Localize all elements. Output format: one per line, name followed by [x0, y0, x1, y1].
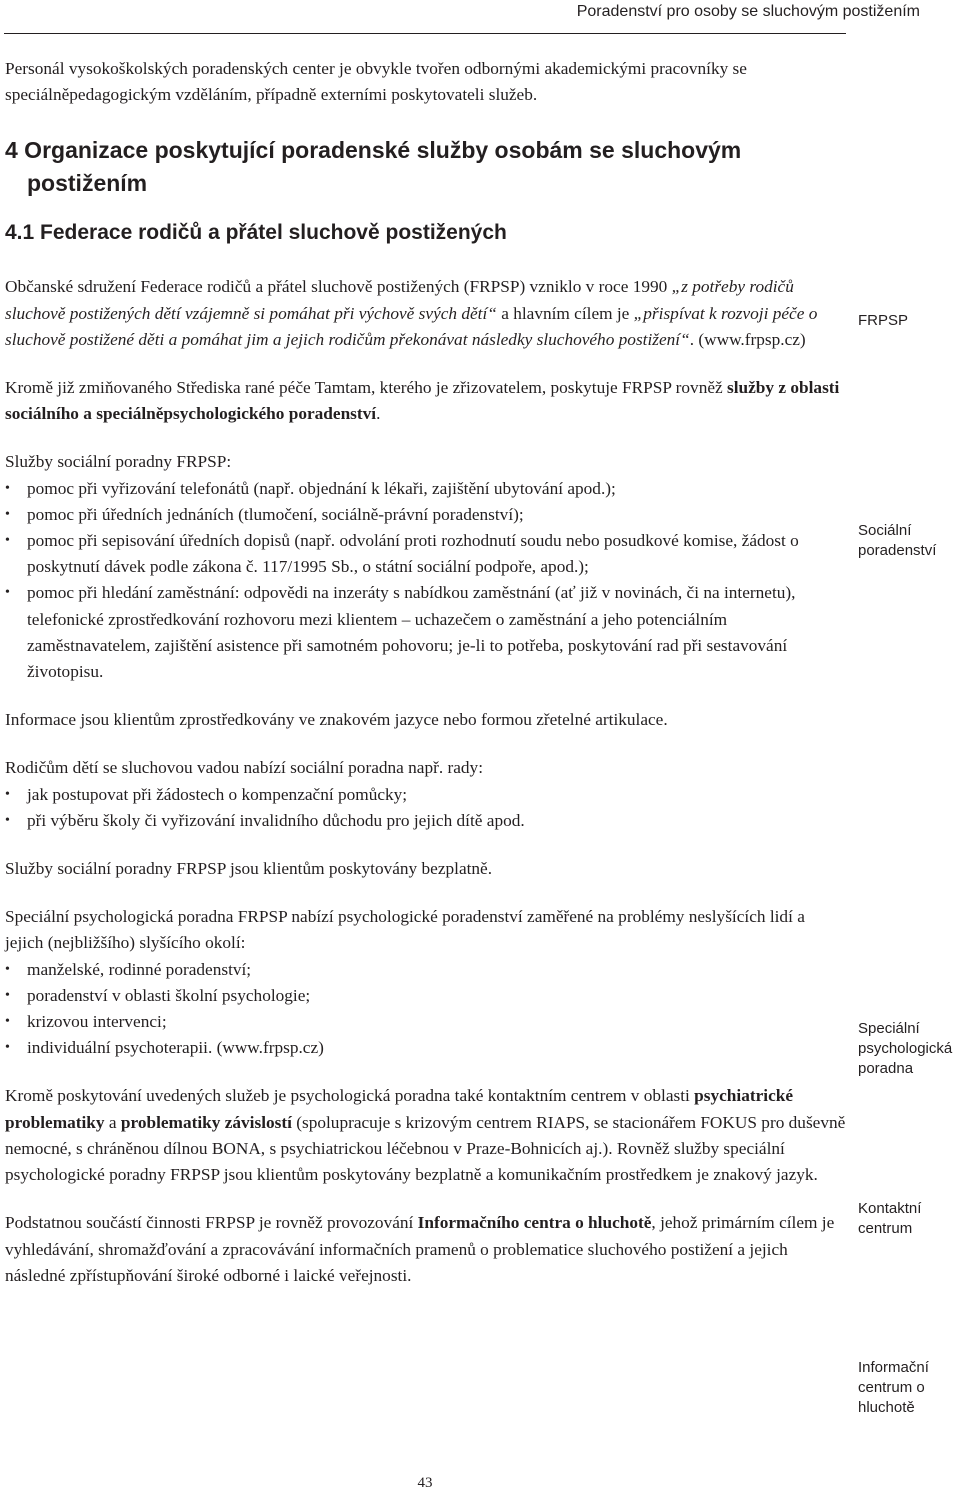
main-content	[5, 56, 847, 1289]
text-run: a	[104, 1112, 121, 1132]
header-rule	[4, 33, 846, 34]
list-item	[5, 983, 847, 1009]
list-item	[5, 528, 847, 580]
list-item-text: jak postupovat při žádostech o kompenzační pomůcky;	[27, 784, 408, 804]
bullet-icon: •	[5, 506, 10, 522]
text-run: Kromě již zmiňovaného Střediska rané péče Tamtam, kterého je zřizovatelem, poskytuje FRPSP rovněž	[5, 378, 727, 398]
info-centre-paragraph	[5, 1210, 847, 1289]
text-run: Kromě poskytování uvedených služeb je psychologická poradna také kontaktním centrem v oblasti	[5, 1086, 695, 1106]
bullet-icon: •	[5, 987, 10, 1003]
page-number: 43	[417, 1475, 433, 1491]
social-services-list	[5, 476, 847, 686]
list-item	[5, 782, 847, 808]
services-emphasis: služby z oblasti sociálního a speciálněpsychologického poradenství	[5, 378, 840, 424]
services-paragraph	[5, 375, 847, 427]
margin-note-social: Sociální poradenství	[858, 522, 937, 559]
list-item	[5, 580, 847, 685]
bullet-icon: •	[5, 812, 10, 828]
list-item-text: krizovou intervenci;	[27, 1012, 167, 1032]
text-run: .	[376, 404, 381, 424]
chapter-heading: 4 Organizace poskytující poradenské služby osobám se sluchovým postižením	[5, 137, 742, 197]
parents-advice-intro: Rodičům dětí se sluchovou vadou nabízí sociální poradna např. rady:	[5, 758, 483, 778]
parents-advice-list	[5, 782, 847, 834]
text-run: Občanské sdružení Federace rodičů a přátel sluchově postižených (FRPSP) vzniklo v roce 1990	[5, 277, 672, 297]
frpsp-paragraph	[5, 274, 847, 353]
intro-paragraph: Personál vysokoškolských poradenských center je obvykle tvořen odbornými akademickými pracovníky se speciálněpedagogickým vzděláním, případně externími poskytovateli služeb.	[5, 59, 747, 105]
list-item-text: pomoc při úředních jednáních (tlumočení, sociálně-právní poradenství);	[27, 504, 524, 524]
text-run: (spolupracuje s krizovým centrem RIAPS, se stacionářem FOKUS pro duševně nemocné, s chráněnou dílnou BONA, s psychiatrickou léčebnou v Praze-Bohnicích aj.). Rovněž služby speciální psychologické poradny FRPSP jsou klientům poskytovány bezplatně a komunikačním prostředkem je znakový jazyk.	[5, 1112, 846, 1185]
bullet-icon: •	[5, 961, 10, 977]
bullet-icon: •	[5, 786, 10, 802]
list-item-text: pomoc při vyřizování telefonátů (např. objednání k lékaři, zajištění ubytování apod.);	[27, 478, 616, 498]
bullet-icon: •	[5, 533, 10, 549]
bullet-icon: •	[5, 1014, 10, 1030]
section-heading: 4.1 Federace rodičů a přátel sluchově postižených	[5, 221, 507, 245]
list-item-text: pomoc při hledání zaměstnání: odpovědi na inzeráty s nabídkou zaměstnání (ať již v novinách, či na internetu), telefonické zprostředkování rozhovoru mezi klientem – uchazečem o zaměstnání a jeho potenciálním zaměstnavatelem, zajištění asistence při samotném pohovoru; je-li to potřeba, poskytování rad při sestavování životopisu.	[27, 583, 796, 682]
text-run: , jehož primárním cílem je vyhledávání, shromažďování a zpracovávání informačních pramenů o problematice sluchového postižení a jejich následné zpřístupňování široké odborné i laické veřejnosti.	[5, 1213, 835, 1285]
margin-note-info: Informační centrum o hluchotě	[858, 1359, 929, 1416]
margin-note-frpsp: FRPSP	[858, 312, 909, 329]
addiction-emphasis: problematiky závislostí	[120, 1112, 292, 1132]
list-item-text: individuální psychoterapii. (www.frpsp.cz)	[27, 1038, 324, 1058]
text-run: a hlavním cílem je	[496, 303, 634, 323]
margin-note-psychology: Speciální psychologická poradna	[858, 1020, 953, 1077]
list-item	[5, 808, 847, 834]
info-centre-emphasis: Informačního centra o hluchotě	[417, 1213, 652, 1233]
bullet-icon: •	[5, 585, 10, 601]
sign-language-paragraph: Informace jsou klientům zprostředkovány ve znakovém jazyce nebo formou zřetelné artikulace.	[5, 710, 668, 730]
text-run: . (www.frpsp.cz)	[689, 329, 806, 349]
bullet-icon: •	[5, 480, 10, 496]
psychology-intro: Speciální psychologická poradna FRPSP nabízí psychologické poradenství zaměřené na problémy neslyšících lidí a jejich (nejbližšího) slyšícího okolí:	[5, 907, 805, 953]
bullet-icon: •	[5, 1040, 10, 1056]
quote-aim: „přispívat k rozvoji péče o sluchově postižené děti a pomáhat jim a jejich rodičům překonávat následky sluchového postižení“	[5, 303, 818, 349]
margin-note-contact: Kontaktní centrum	[858, 1200, 922, 1237]
list-item-text: poradenství v oblasti školní psychologie;	[27, 985, 311, 1005]
list-item	[5, 476, 847, 502]
list-item	[5, 957, 847, 983]
list-item	[5, 1009, 847, 1035]
quote-needs: „z potřeby rodičů sluchově postižených dětí vzájemně si pomáhat při výchově svých dětí“	[5, 277, 794, 323]
contact-centre-paragraph	[5, 1083, 847, 1188]
running-header-title: Poradenství pro osoby se sluchovým postižením	[576, 3, 920, 20]
free-services-paragraph: Služby sociální poradny FRPSP jsou klientům poskytovány bezplatně.	[5, 859, 493, 879]
list-item-text: pomoc při sepisování úředních dopisů (např. odvolání proti rozhodnutí soudu nebo posudkové komise, žádost o poskytnutí dávek podle zákona č. 117/1995 Sb., o státní sociální podpoře, apod.);	[27, 531, 799, 577]
list-item	[5, 1035, 847, 1061]
psychology-list	[5, 957, 847, 1062]
list-item-text: při výběru školy či vyřizování invalidního důchodu pro jejich dítě apod.	[27, 810, 525, 830]
list-item-text: manželské, rodinné poradenství;	[27, 959, 252, 979]
social-services-intro: Služby sociální poradny FRPSP:	[5, 452, 232, 472]
list-item	[5, 502, 847, 528]
text-run: Podstatnou součástí činnosti FRPSP je rovněž provozování	[5, 1213, 418, 1233]
psychiatric-emphasis: psychiatrické problematiky	[5, 1086, 794, 1132]
